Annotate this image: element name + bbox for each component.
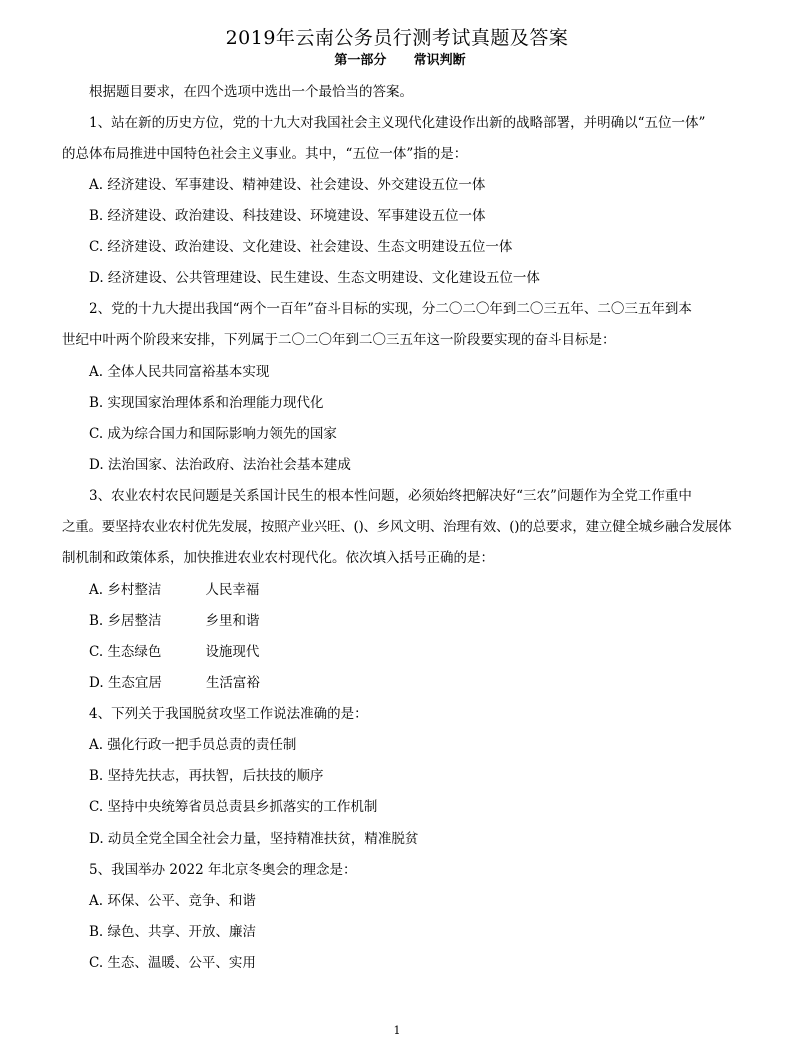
question-2-option-c: C. 成为综合国力和国际影响力领先的国家 bbox=[89, 426, 337, 442]
option-letter: A. bbox=[89, 582, 104, 598]
question-4-option-b: B. 坚持先扶志，再扶智，后扶技的顺序 bbox=[89, 768, 324, 784]
question-3-stem-line-2: 之重。要坚持农业农村优先发展，按照产业兴旺、()、乡风文明、治理有效、()的总要求，建立健全城乡融合发展体 bbox=[62, 519, 732, 535]
option-letter: D. bbox=[89, 675, 104, 691]
question-3-option-b bbox=[89, 611, 260, 631]
option-letter: C. bbox=[89, 644, 104, 660]
question-1-option-b: B. 经济建设、政治建设、科技建设、环境建设、军事建设五位一体 bbox=[89, 208, 486, 224]
option-first-answer: 生态宜居 bbox=[107, 675, 162, 691]
option-second-answer: 设施现代 bbox=[205, 644, 260, 660]
option-first-answer: 乡村整洁 bbox=[107, 582, 162, 598]
question-4-option-d: D. 动员全党全国全社会力量，坚持精准扶贫，精准脱贫 bbox=[89, 831, 419, 847]
question-3-option-c bbox=[89, 642, 259, 662]
instruction-text: 根据题目要求，在四个选项中选出一个最恰当的答案。 bbox=[89, 84, 413, 100]
question-1-stem-line-1: 1、站在新的历史方位，党的十九大对我国社会主义现代化建设作出新的战略部署，并明确以“五位一体” bbox=[89, 115, 706, 131]
question-3-stem-line-3: 制机制和政策体系，加快推进农业农村现代化。依次填入括号正确的是： bbox=[62, 550, 494, 566]
option-letter: B. bbox=[89, 613, 104, 629]
question-1-option-d: D. 经济建设、公共管理建设、民生建设、生态文明建设、文化建设五位一体 bbox=[89, 270, 540, 286]
option-second-answer: 生活富裕 bbox=[205, 675, 260, 691]
document-title: 2019年云南公务员行测考试真题及答案 bbox=[225, 27, 569, 49]
question-5-stem: 5、我国举办 2022 年北京冬奥会的理念是： bbox=[89, 862, 357, 878]
question-2-option-d: D. 法治国家、法治政府、法治社会基本建成 bbox=[89, 457, 351, 473]
question-5-option-c: C. 生态、温暖、公平、实用 bbox=[89, 955, 256, 971]
option-second-answer: 乡里和谐 bbox=[205, 613, 260, 629]
question-3-option-d bbox=[89, 673, 260, 693]
question-5-option-b: B. 绿色、共享、开放、廉洁 bbox=[89, 924, 257, 940]
option-first-answer: 生态绿色 bbox=[107, 644, 162, 660]
question-2-stem-line-2: 世纪中叶两个阶段来安排，下列属于二〇二〇年到二〇三五年这一阶段要实现的奋斗目标是： bbox=[62, 332, 616, 348]
question-2-option-b: B. 实现国家治理体系和治理能力现代化 bbox=[89, 395, 324, 411]
option-second-answer: 人民幸福 bbox=[205, 582, 260, 598]
question-2-stem-line-1: 2、党的十九大提出我国“两个一百年”奋斗目标的实现，分二〇二〇年到二〇三五年、二〇三五年到本 bbox=[89, 301, 692, 317]
question-2-option-a: A. 全体人民共同富裕基本实现 bbox=[89, 364, 270, 380]
question-1-option-c: C. 经济建设、政治建设、文化建设、社会建设、生态文明建设五位一体 bbox=[89, 239, 513, 255]
question-3-stem-line-1: 3、农业农村农民问题是关系国计民生的根本性问题，必须始终把解决好“三农”问题作为全党工作重中 bbox=[89, 488, 692, 504]
section-heading: 第一部分 常识判断 bbox=[334, 53, 466, 68]
question-4-option-c: C. 坚持中央统筹省员总责县乡抓落实的工作机制 bbox=[89, 799, 378, 815]
question-3-option-a bbox=[89, 580, 259, 600]
question-4-stem: 4、下列关于我国脱贫攻坚工作说法准确的是： bbox=[89, 706, 368, 722]
page-number: 1 bbox=[393, 1024, 401, 1037]
question-5-option-a: A. 环保、公平、竞争、和谐 bbox=[89, 893, 256, 909]
question-1-stem-line-2: 的总体布局推进中国特色社会主义事业。其中，“五位一体”指的是： bbox=[62, 146, 468, 162]
question-4-option-a: A. 强化行政一把手员总责的责任制 bbox=[89, 737, 297, 753]
option-first-answer: 乡居整洁 bbox=[107, 613, 162, 629]
question-1-option-a: A. 经济建设、军事建设、精神建设、社会建设、外交建设五位一体 bbox=[89, 177, 486, 193]
